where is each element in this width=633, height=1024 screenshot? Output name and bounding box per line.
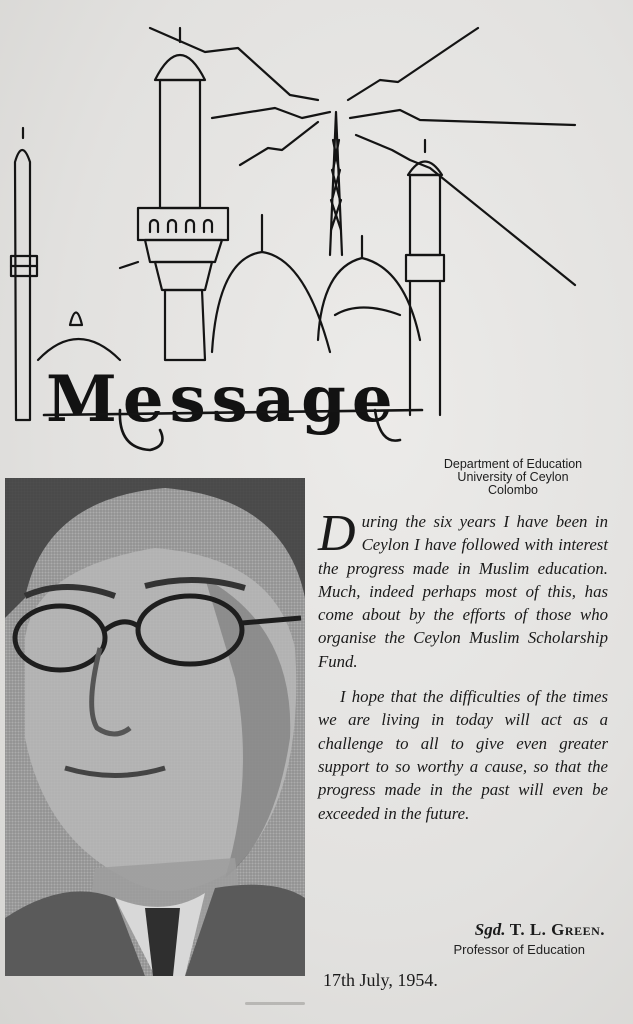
paper-mark xyxy=(245,1002,305,1005)
message-logotype: Message xyxy=(46,362,399,437)
message-paragraph-2: I hope that the difficulties of the times we are living in today will act as a challenge to all to give even greater support to so worthy a cause, so that the progress made in the past will even be exceeded in the future. xyxy=(318,687,608,823)
address-university: University of Ceylon xyxy=(457,470,569,484)
portrait-halftone-figure xyxy=(5,478,305,976)
drop-cap: D xyxy=(318,505,356,562)
signature-line xyxy=(420,920,605,940)
mosque-illustration xyxy=(0,0,633,460)
logotype-underline xyxy=(0,0,633,460)
message-body xyxy=(318,505,608,825)
signature-prefix: Sgd. xyxy=(474,920,506,939)
address-department: Department of Education xyxy=(443,457,583,471)
signatory-title: Professor of Education xyxy=(453,942,585,957)
message-paragraph-1 xyxy=(318,505,608,673)
letterhead-address xyxy=(404,458,622,497)
signatory-name: T. L. Green. xyxy=(509,920,605,939)
letter-date: 17th July, 1954. xyxy=(323,970,438,990)
paragraph-1-text: uring the six years I have been in Ceylon I have followed with interest the progress made in Muslim education. Much, indeed perhaps most of this, has come about by the efforts of those who organise the Ceylon Muslim Scholarship Fund. xyxy=(318,512,608,671)
portrait-photo xyxy=(5,478,305,976)
address-city: Colombo xyxy=(487,483,539,497)
